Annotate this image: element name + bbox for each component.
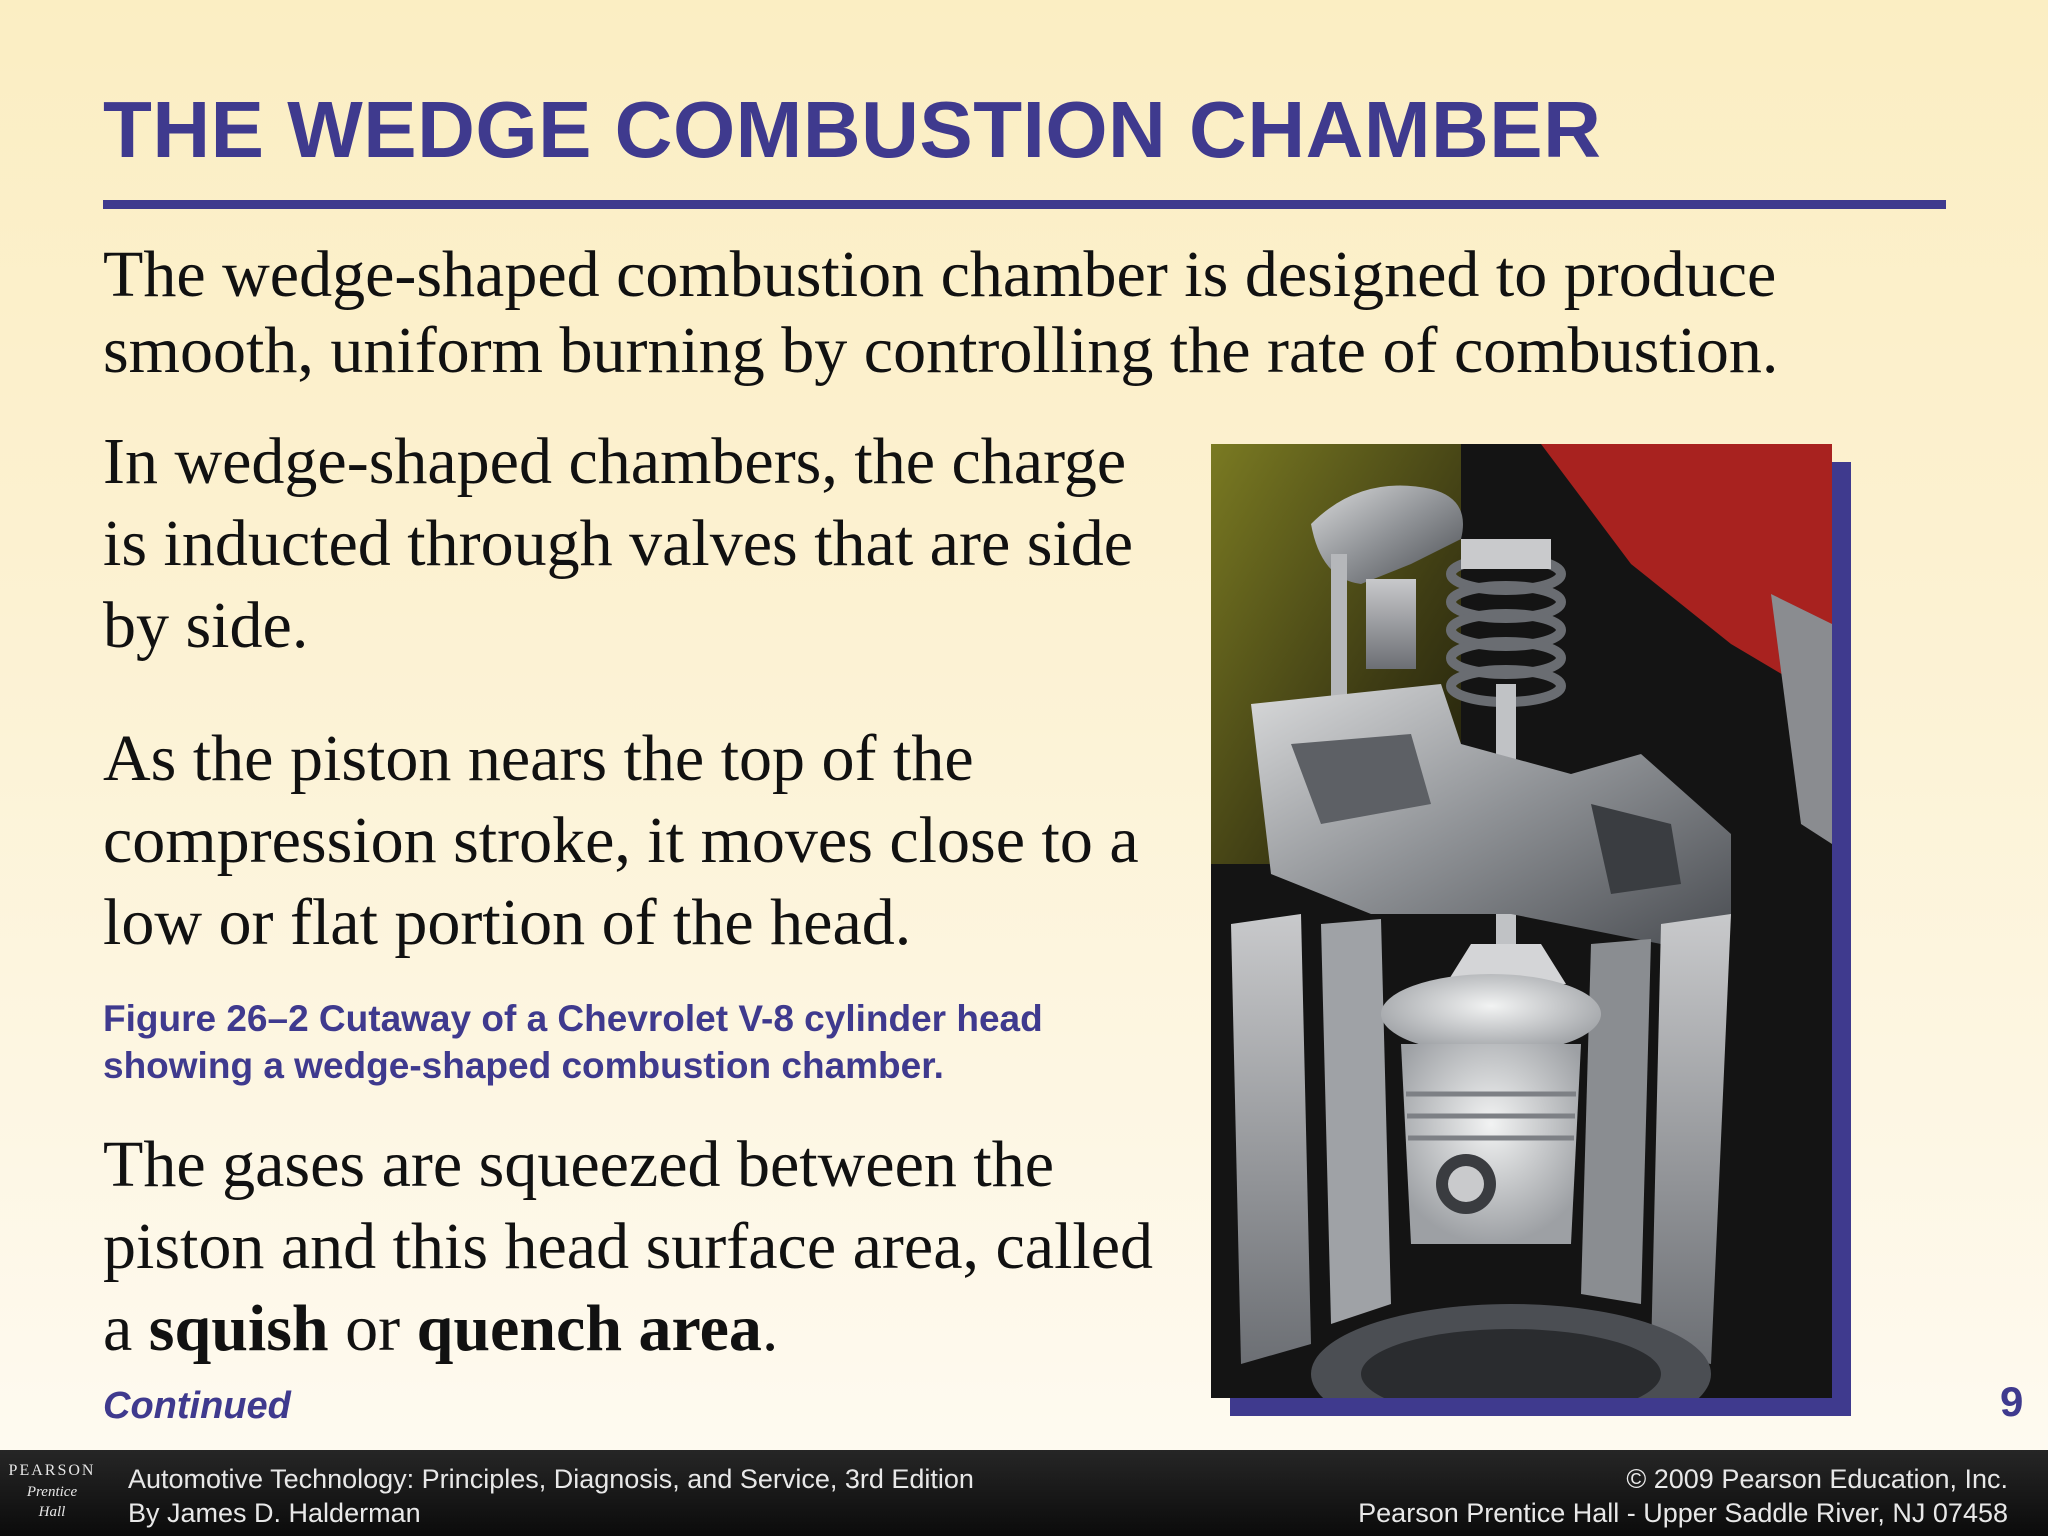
pearson-prentice-hall-logo (6, 1462, 98, 1520)
squish-text-after: . (761, 1292, 779, 1365)
title-underline (103, 200, 1946, 209)
quench-area-term: quench area (416, 1292, 762, 1365)
footer-copyright-line: © 2009 Pearson Education, Inc. (1626, 1464, 2008, 1494)
footer-book-info (128, 1462, 974, 1530)
paragraph-squish (103, 1124, 1183, 1370)
squish-text-before: The gases are squeezed between the piston and this head surface area, called a (103, 1128, 1154, 1365)
logo-pearson: PEARSON (8, 1462, 96, 1479)
squish-term: squish (148, 1292, 329, 1365)
squish-text-middle: or (328, 1292, 417, 1365)
intro-text: The wedge-shaped combustion chamber is designed to produce smooth, uniform burning by controlling the rate of combustion. (103, 238, 1779, 387)
logo-prentice: Prentice (26, 1484, 78, 1500)
footer-publisher-address: Pearson Prentice Hall - Upper Saddle River, NJ 07458 (1358, 1498, 2008, 1528)
paragraph-piston: As the piston nears the top of the compression stroke, it moves close to a low or flat portion of the head. (103, 722, 1139, 959)
continued-label: Continued (103, 1385, 291, 1427)
cutaway-cylinder-head-photo (1211, 444, 1832, 1398)
footer-copyright (1358, 1462, 2008, 1530)
logo-hall: Hall (38, 1504, 66, 1520)
slide-title: THE WEDGE COMBUSTION CHAMBER (103, 85, 1602, 174)
page-number: 9 (2000, 1378, 2024, 1425)
footer-book-title: Automotive Technology: Principles, Diagnosis, and Service, 3rd Edition (128, 1464, 974, 1494)
footer-author: By James D. Halderman (128, 1498, 421, 1528)
paragraph-valves: In wedge-shaped chambers, the charge is inducted through valves that are side by side. (103, 425, 1134, 662)
figure-caption: Figure 26–2 Cutaway of a Chevrolet V-8 cylinder head showing a wedge-shaped combustion chamber. (103, 998, 1043, 1086)
footer-bar (0, 1450, 2048, 1536)
